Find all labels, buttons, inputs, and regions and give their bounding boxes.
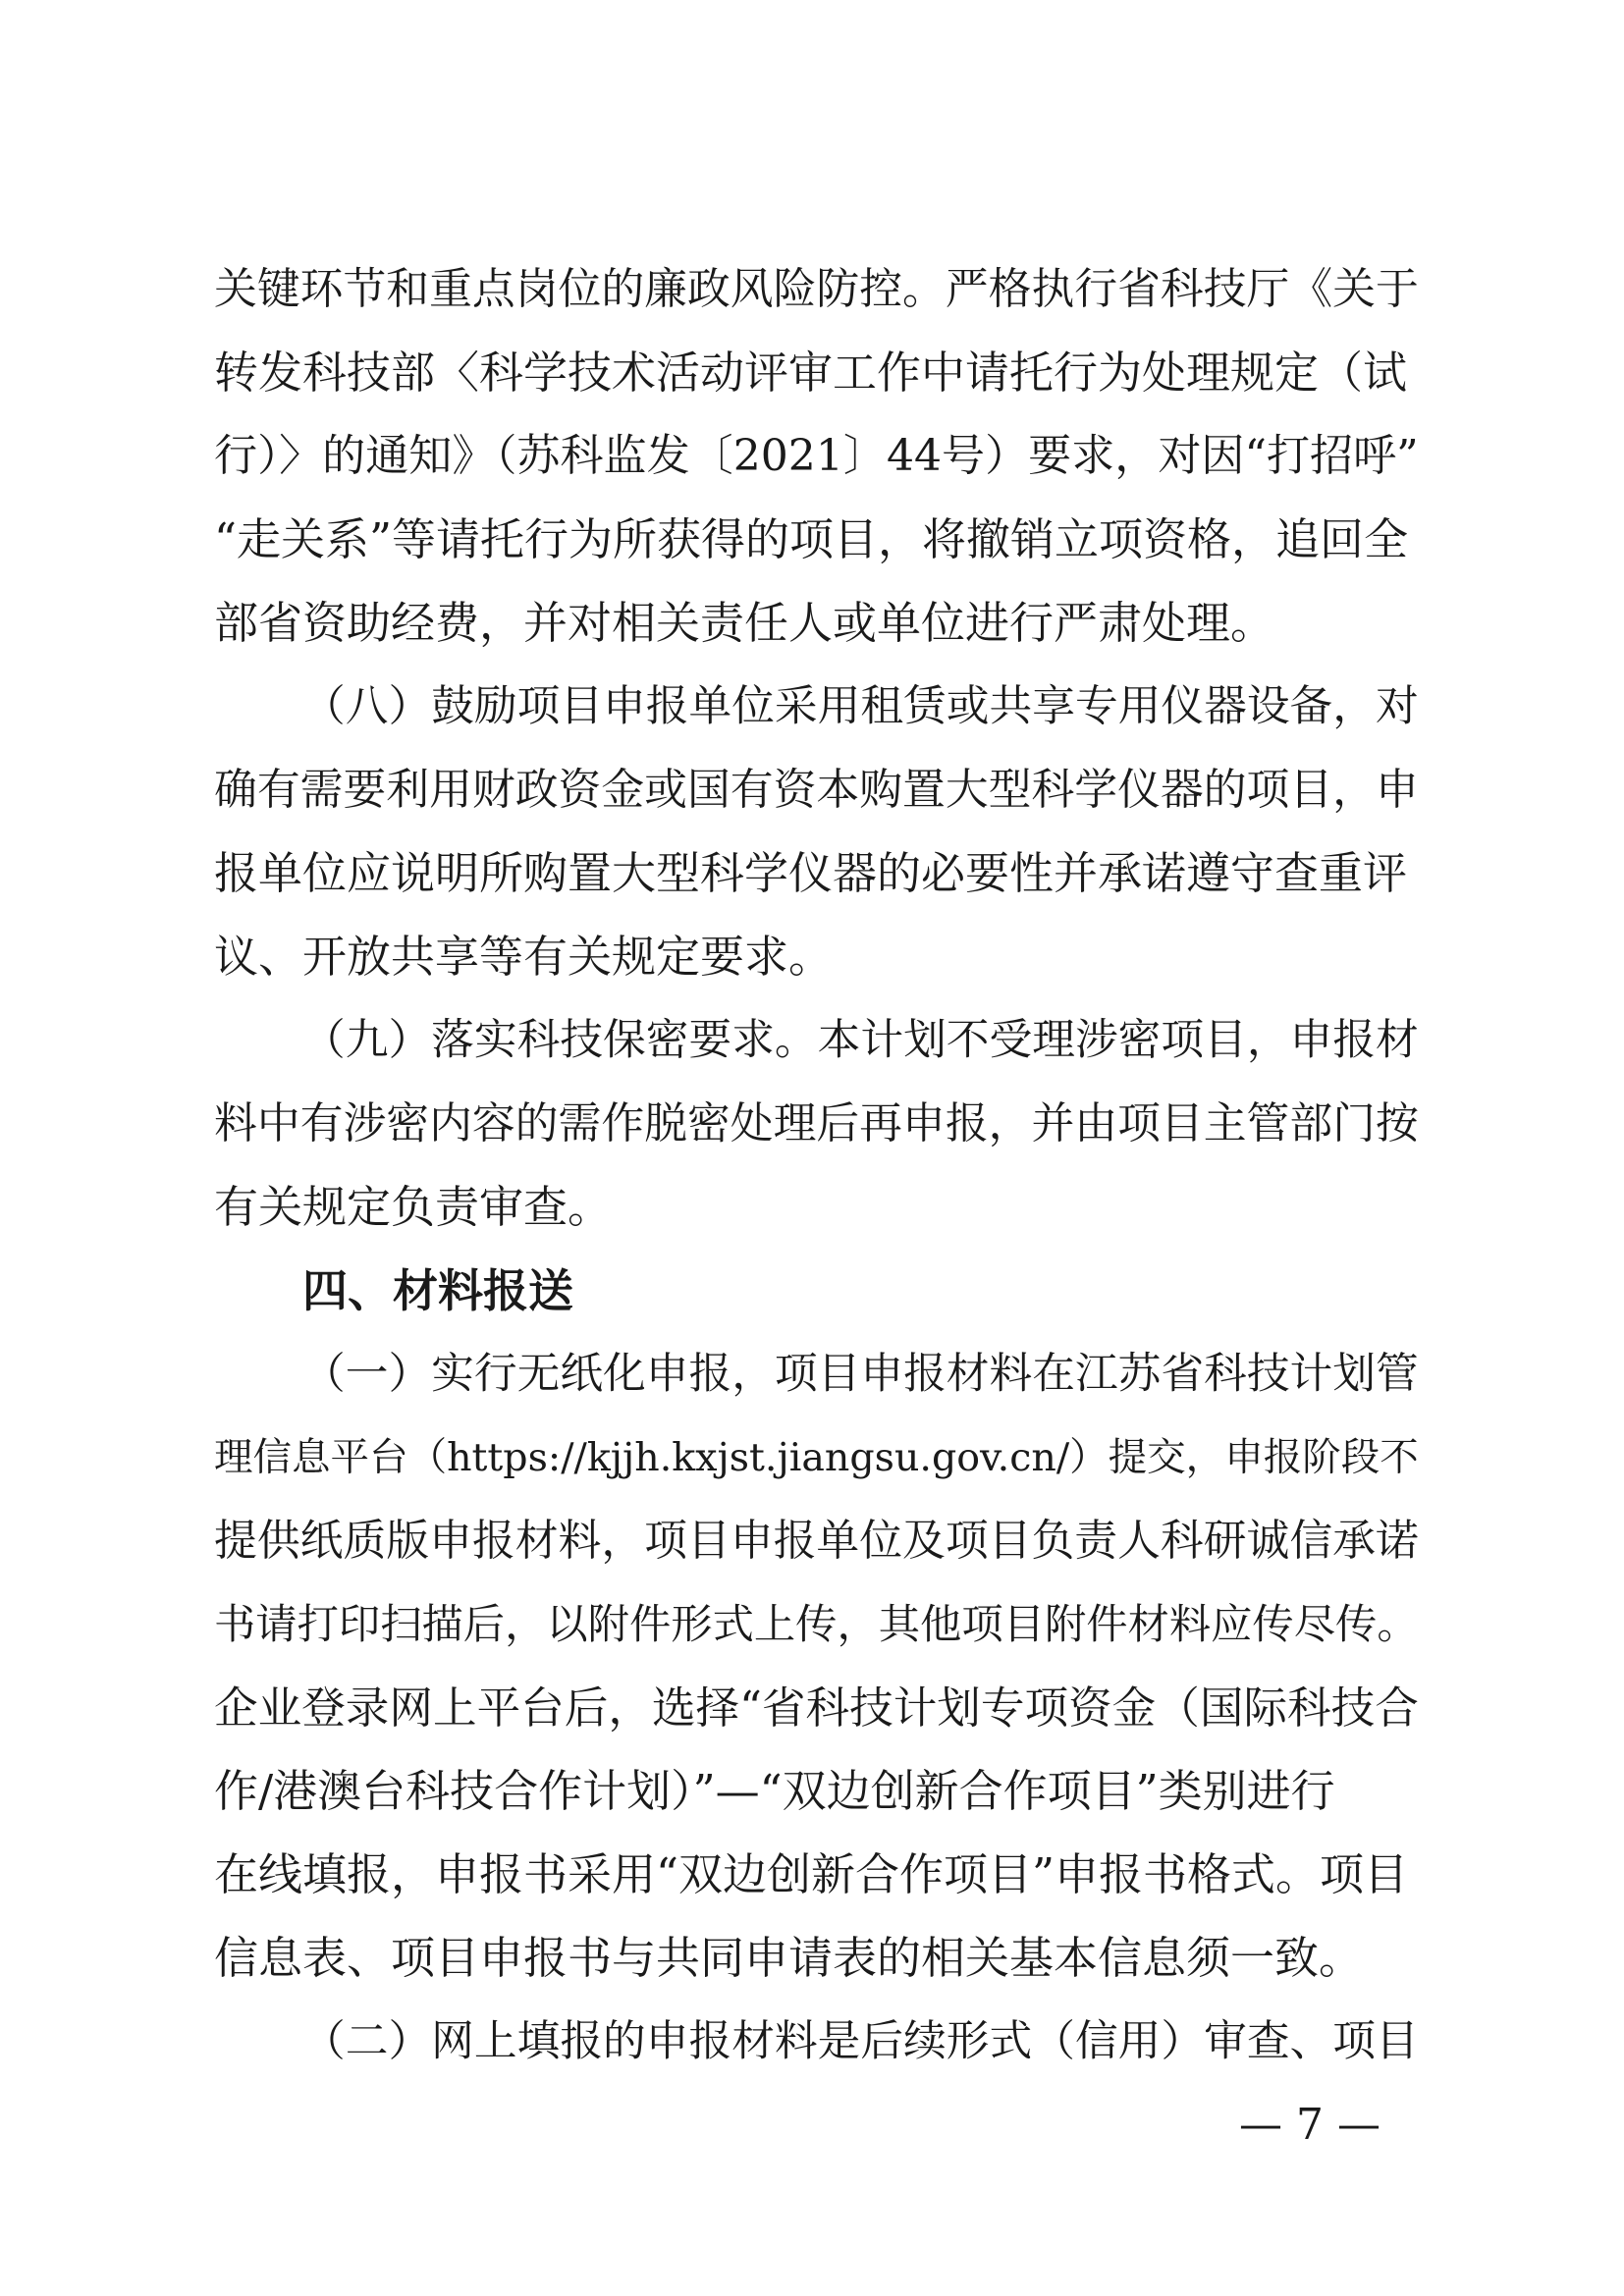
text-line: 提供纸质版申报材料，项目申报单位及项目负责人科研诚信承诺 bbox=[214, 1516, 1419, 1566]
text-line: 部省资助经费，并对相关责任人或单位进行严肃处理。 bbox=[214, 597, 1275, 649]
text-line: 书请打印扫描后，以附件形式上传，其他项目附件材料应传尽传。 bbox=[214, 1600, 1419, 1648]
page-number: — 7 — bbox=[1239, 2100, 1380, 2150]
text-line: 作/港澳台科技合作计划）”—“双边创新合作项目”类别进行 bbox=[214, 1765, 1335, 1817]
paragraph-8-start: （八）鼓励项目申报单位采用租赁或共享专用仪器设备，对 bbox=[302, 681, 1419, 731]
text-line: 议、开放共享等有关规定要求。 bbox=[214, 931, 834, 983]
text-line: 报单位应说明所购置大型科学仪器的必要性并承诺遵守查重评 bbox=[214, 847, 1408, 899]
text-line: 行）〉的通知》（苏科监发〔2021〕44号）要求，对因“打招呼” bbox=[214, 431, 1419, 481]
text-line: 转发科技部〈科学技术活动评审工作中请托行为处理规定（试 bbox=[214, 347, 1408, 399]
text-line: 在线填报，申报书采用“双边创新合作项目”申报书格式。项目 bbox=[214, 1848, 1409, 1900]
text-line: 确有需要利用财政资金或国有资本购置大型科学仪器的项目，申 bbox=[214, 765, 1419, 815]
text-line: 企业登录网上平台后，选择“省科技计划专项资金（国际科技合 bbox=[214, 1682, 1419, 1734]
paragraph-1-start: （一）实行无纸化申报，项目申报材料在江苏省科技计划管 bbox=[302, 1349, 1419, 1399]
section-heading-materials: 四、材料报送 bbox=[302, 1264, 573, 1317]
paragraph-2-start: （二）网上填报的申报材料是后续形式（信用）审查、项目 bbox=[302, 2016, 1419, 2066]
paragraph-9-start: （九）落实科技保密要求。本计划不受理涉密项目，申报材 bbox=[302, 1015, 1419, 1065]
text-line: “走关系”等请托行为所获得的项目，将撤销立项资格，追回全 bbox=[214, 513, 1409, 565]
text-line: 料中有涉密内容的需作脱密处理后再申报，并由项目主管部门按 bbox=[214, 1098, 1419, 1148]
text-line: 有关规定负责审查。 bbox=[214, 1181, 613, 1233]
text-line: 关键环节和重点岗位的廉政风险防控。严格执行省科技厅《关于 bbox=[214, 264, 1419, 314]
text-line: 信息表、项目申报书与共同申请表的相关基本信息须一致。 bbox=[214, 1932, 1364, 1984]
text-line: 理信息平台（https://kjjh.kxjst.jiangsu.gov.cn/）提交，申报阶段不 bbox=[214, 1435, 1419, 1480]
